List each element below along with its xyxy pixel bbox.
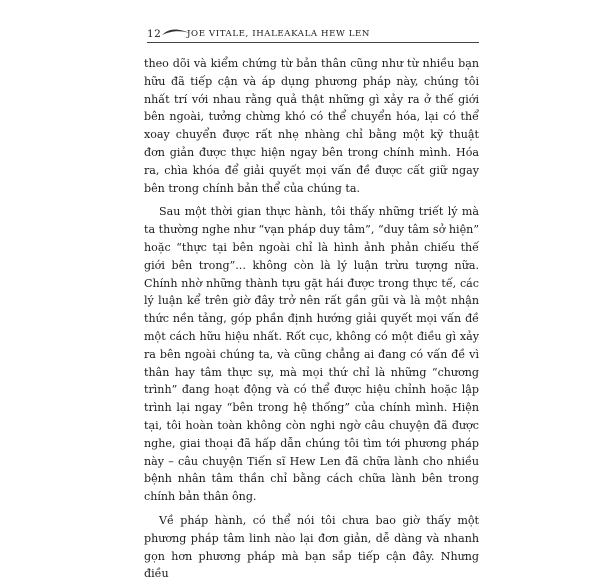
running-header (147, 24, 479, 54)
header-rule (147, 42, 479, 43)
running-header-title: JOE VITALE, IHALEAKALA HEW LEN (187, 29, 371, 39)
body-text (144, 55, 479, 583)
paragraph-continued: theo dõi và kiểm chứng từ bản thân cũng như từ nhiều bạn hữu đã tiếp cận và áp dụng phương pháp này, chúng tôi nhất trí với nhau rằng quả thật những gì xảy ra ở thế giới bên ngoài, tưởng chừng khó có thể chuyển hóa, lại có thể xoay chuyển được rất nhẹ nhàng chỉ bằng một kỹ thuật đơn giản được thực hiện ngay bên trong chính mình. Hóa ra, chìa khóa để giải quyết mọi vấn đề được cất giữ ngay bên trong chính bản thể của chúng ta. (144, 57, 479, 195)
page-number: 12 (147, 28, 162, 40)
paragraph: Sau một thời gian thực hành, tôi thấy những triết lý mà ta thường nghe như “vạn pháp duy tâm”, “duy tâm sở hiện” hoặc “thực tại bên ngoài chỉ là hình ảnh phản chiếu thế giới bên trong”... không còn là lý luận trừu tượng nữa. Chính nhờ những thành tựu gặt hái được trong thực tế, các lý luận kể trên giờ đây trở nên rất gần gũi và là một nhận thức nền tảng, góp phần định hướng giải quyết mọi vấn đề một cách hữu hiệu nhất. Rốt cục, không có một điều gì xảy ra bên ngoài chúng ta, và cũng chẳng ai đang có vấn đề vì thân hay tâm thực sự, mà mọi thứ chỉ là những “chương trình” đang hoạt động và có thể được hiệu chỉnh hoặc lập trình lại ngay “bên trong hệ thống” của chính mình. Hiện tại, tôi hoàn toàn không còn nghi ngờ câu chuyện đã được nghe, giai thoại đã hấp dẫn chúng tôi tìm tới phương pháp này – câu chuyện Tiến sĩ Hew Len đã chữa lành cho nhiều bệnh nhân tâm thần chỉ bằng cách chữa lành bên trong chính bản thân ông. (144, 205, 479, 504)
paragraph: Về pháp hành, có thể nói tôi chưa bao giờ thấy một phương pháp tâm linh nào lại đơn giản, dễ dàng và nhanh gọn hơn phương pháp mà bạn sắp tiếp cận đây. Nhưng điều (144, 513, 479, 581)
